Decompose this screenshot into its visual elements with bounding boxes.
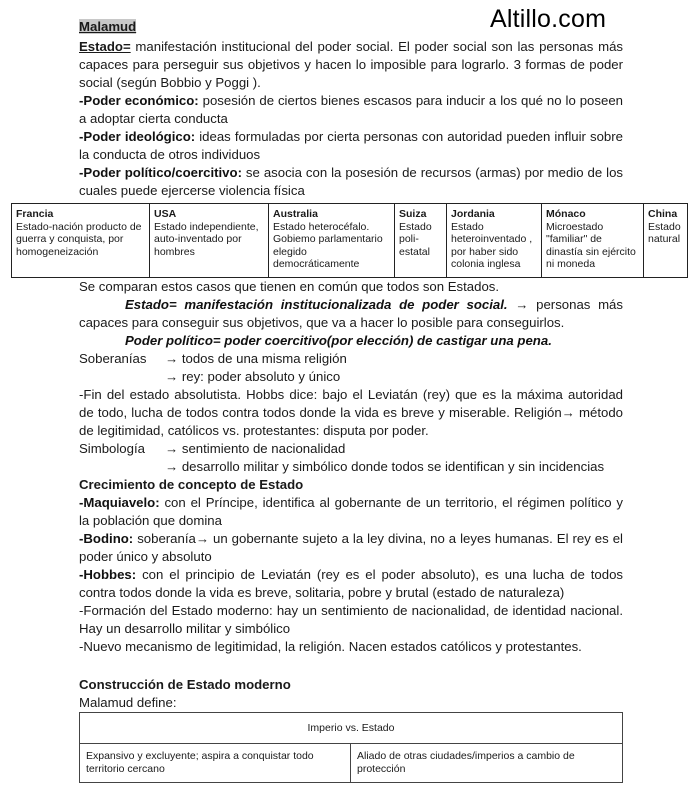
country-desc: Estado poli-estatal — [399, 220, 432, 258]
nuevo-mecanismo-text: -Nuevo mecanismo de legitimidad, la religión. Nacen estados católicos y protestantes. — [79, 639, 582, 654]
power-desc: posesión de ciertos bienes escasos para inducir a los qué no lo poseen — [198, 93, 623, 108]
power-desc: a adoptar cierta conducta — [79, 111, 228, 126]
author-term: -Maquiavelo: — [79, 495, 160, 510]
power-term: -Poder ideológico: — [79, 129, 196, 144]
power-item — [79, 128, 623, 164]
author-desc: poder único y absoluto — [79, 549, 212, 564]
crecimiento-entry — [79, 494, 623, 530]
estado-cell: Aliado de otras ciudades/imperios a cambio de protección — [351, 744, 623, 783]
soberanias-label: Soberanías — [79, 351, 147, 366]
table-cell-australia — [269, 204, 395, 278]
power-term: -Poder económico: — [79, 93, 199, 108]
country-desc: Estado-nación producto de guerra y conquista, por homogeneización — [16, 220, 142, 258]
country-desc: Microestado "familiar" de dinastía sin ejército ni moneda — [546, 220, 636, 270]
country-desc: Estado natural — [648, 220, 681, 245]
crecimiento-entry — [79, 530, 623, 566]
country-name: China — [648, 208, 678, 220]
country-name: Suiza — [399, 208, 427, 220]
country-desc: Estado heterocéfalo. Gobiemo parlamentario elegido democráticamente — [273, 220, 383, 270]
table-cell-francia — [12, 204, 150, 278]
fin-estado-text: -Fin del estado absolutista. Hobbs dice: bajo el Leviatán (rey) que es la máxima autoridad — [79, 387, 623, 402]
soberanias-item: → todos de una misma religión — [165, 351, 347, 366]
crecimiento-title: Crecimiento de concepto de Estado — [79, 477, 304, 492]
country-name: Mónaco — [546, 208, 586, 220]
section-heading: Malamud — [79, 19, 137, 34]
heading-block — [79, 18, 623, 36]
intro-text: manifestación institucional del poder social. El poder social son las personas más — [130, 39, 623, 54]
power-term: -Poder político/coercitivo: — [79, 165, 242, 180]
comparison-block — [79, 278, 623, 476]
intro-term: Estado= — [79, 39, 131, 54]
country-name: Jordania — [451, 208, 495, 220]
construccion-title: Construcción de Estado moderno — [79, 677, 291, 692]
estado-definition-rest: capaces para conseguir sus objetivos, que va a hacer lo posible para conseguirlos. — [79, 315, 565, 330]
author-desc: con el Príncipe, identifica al gobernante de un territorio, el régimen político y — [159, 495, 623, 510]
site-watermark: Altillo.com — [490, 5, 607, 33]
simbologia-item: → sentimiento de nacionalidad — [165, 441, 346, 456]
power-desc: la conducta de otros individuos — [79, 147, 261, 162]
author-desc: soberanía→ un gobernante sujeto a la ley divina, no a leyes humanas. El rey es el — [133, 531, 623, 546]
soberanias-row — [79, 350, 623, 368]
soberanias-item: → rey: poder absoluto y único — [165, 369, 341, 384]
simbologia-label: Simbología — [79, 441, 145, 456]
author-term: -Bodino: — [79, 531, 134, 546]
table-cell-monaco — [542, 204, 644, 278]
country-name: Australia — [273, 208, 318, 220]
author-desc: la población que domina — [79, 513, 222, 528]
simbologia-row — [79, 458, 623, 476]
country-desc: Estado heteroinventado , por haber sido colonia inglesa — [451, 220, 533, 270]
table-row — [80, 744, 623, 783]
simbologia-row — [79, 440, 623, 458]
simbologia-item: → desarrollo militar y simbólico donde todos se identifican y sin incidencias — [165, 459, 605, 474]
table-row — [12, 204, 688, 278]
imperio-cell: Expansivo y excluyente; aspira a conquistar todo territorio cercano — [80, 744, 351, 783]
power-item — [79, 164, 623, 200]
powers-list — [79, 92, 623, 200]
country-name: USA — [154, 208, 177, 220]
construccion-subtitle: Malamud define: — [79, 695, 177, 710]
table-cell-usa — [150, 204, 269, 278]
estado-definition: Estado= manifestación institucionalizada de poder social. — [125, 297, 508, 312]
crecimiento-entry — [79, 566, 623, 602]
intro-text: social (según Bobbio y Poggi ). — [79, 75, 261, 90]
table-header-row — [80, 713, 623, 744]
power-item — [79, 92, 623, 128]
formacion-text: Hay un desarrollo militar y simbólico — [79, 621, 291, 636]
intro-paragraph — [79, 38, 623, 92]
power-desc: se asocia con la posesión de recursos (armas) por medio de los — [241, 165, 623, 180]
power-desc: ideas formuladas por cierta personas con autoridad pueden influir sobre — [195, 129, 623, 144]
country-name: Francia — [16, 208, 54, 220]
author-desc: con el principio de Leviatán (rey es el poder absoluto), es una lucha de todos — [136, 567, 623, 582]
poder-politico-definition: Poder político= poder coercitivo(por elección) de castigar una pena. — [125, 333, 552, 348]
imperio-vs-estado-table — [79, 712, 623, 783]
author-desc: contra todos donde la vida es breve, solitaria, pobre y brutal (estado de naturaleza) — [79, 585, 565, 600]
intro-text: capaces para perseguir sus objetivos y hacen lo imposible para lograrlo. 3 formas de poder — [79, 57, 623, 72]
countries-table — [11, 203, 688, 278]
author-term: -Hobbes: — [79, 567, 137, 582]
power-desc: cuales puede ejercerse violencia física — [79, 183, 305, 198]
estado-definition-rest: → personas más — [507, 297, 623, 312]
table-cell-jordania — [447, 204, 542, 278]
comparison-text: Se comparan estos casos que tienen en común que todos son Estados. — [79, 279, 500, 294]
formacion-text: -Formación del Estado moderno: hay un sentimiento de nacionalidad, de identidad nacional. — [79, 603, 623, 618]
table-header: Imperio vs. Estado — [80, 713, 623, 744]
soberanias-row — [79, 368, 623, 386]
construccion-section — [79, 676, 623, 712]
table-cell-china — [644, 204, 688, 278]
table-cell-suiza — [395, 204, 447, 278]
fin-estado-text: de legitimidad, católicos vs. protestantes: disputa por poder. — [79, 423, 429, 438]
crecimiento-section — [79, 476, 623, 656]
country-desc: Estado independiente, auto-inventado por hombres — [154, 220, 259, 258]
fin-estado-text: de todo, lucha de todos contra todos donde la vida es breve y miserable. Religión→ método — [79, 405, 623, 420]
